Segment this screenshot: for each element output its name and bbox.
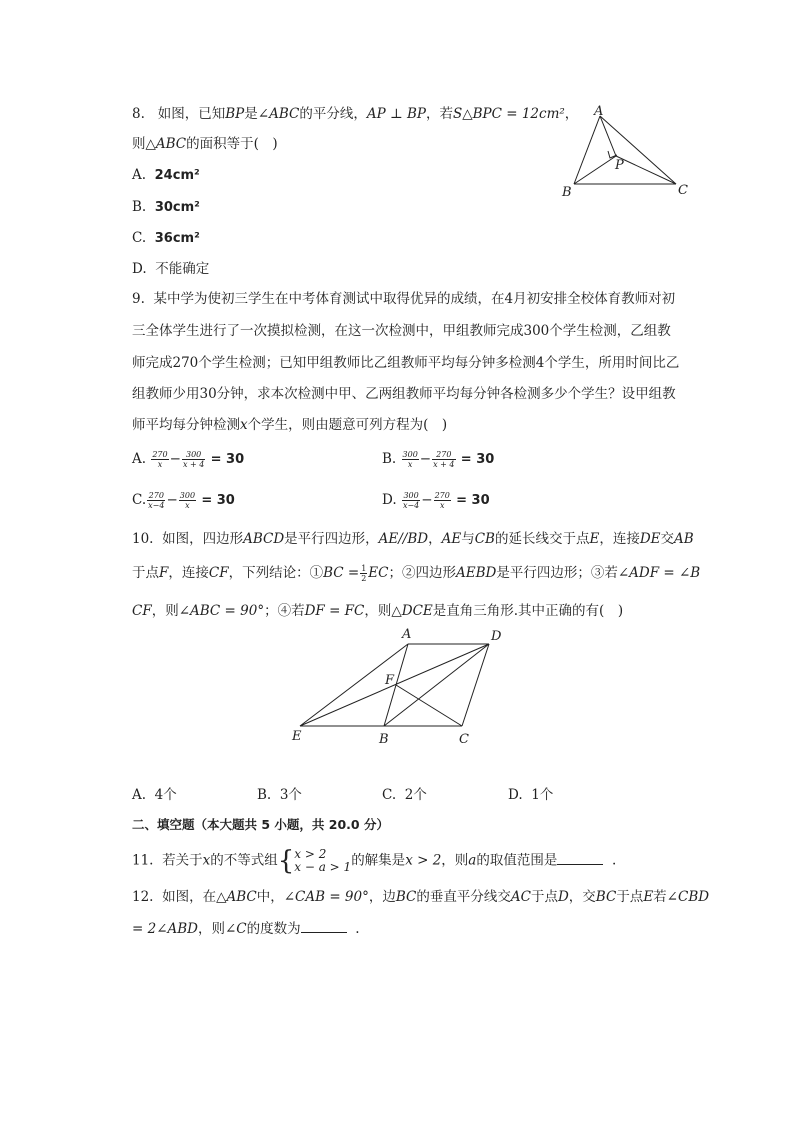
q11-math: x xyxy=(202,852,211,869)
segment-ed xyxy=(300,644,489,726)
option-value: 36cm² xyxy=(154,231,200,246)
rhs: = 30 xyxy=(201,493,235,508)
q12-text: 于点 xyxy=(530,889,558,905)
q9-line-4 xyxy=(132,384,676,404)
option-value: 30cm² xyxy=(154,200,200,215)
label-b: B xyxy=(562,185,572,200)
q10-text: ，连接 xyxy=(168,565,209,581)
inequality-system xyxy=(294,848,351,874)
inequality-1: x > 2 xyxy=(294,847,327,861)
numerator: 270 xyxy=(434,491,450,500)
label-b: B xyxy=(379,732,389,747)
q10-text: ，则 xyxy=(151,603,179,619)
segment-ap xyxy=(600,116,616,156)
q10-text: 是平行四边形， xyxy=(284,531,379,547)
rhs: = 30 xyxy=(210,452,245,467)
q8-text: ， xyxy=(564,106,579,122)
label-a: A xyxy=(402,627,412,642)
option-label: C. xyxy=(132,230,147,246)
q10-option-c xyxy=(382,785,427,805)
q11-text: 的不等式组 xyxy=(210,852,278,869)
q10-math: △DCE xyxy=(391,603,433,619)
q10-number: 10. xyxy=(132,531,154,547)
numerator: 300 xyxy=(402,450,418,459)
q9-option-c: C. $\frac{270}{x-4}$ − $\frac{300}{x}$ = 30 xyxy=(132,491,235,510)
q8-number: 8. xyxy=(132,106,145,122)
q10-math: AEBD xyxy=(455,565,497,581)
q12-text: 中， xyxy=(256,889,284,905)
q10-text: 与 xyxy=(461,531,475,547)
q9-option-b: B. $\frac{300}{x}$ − $\frac{270}{x + 4}$ = 30 xyxy=(382,450,495,469)
option-label: C. xyxy=(382,787,397,803)
rhs: = 30 xyxy=(456,493,490,508)
q9-var-x: x xyxy=(240,417,248,433)
q12-line-2 xyxy=(132,919,360,939)
q9-text: 组教师少用30分钟，求本次检测中甲、乙两组教师平均每分钟各检测多少个学生？设甲组教 xyxy=(132,386,676,402)
numerator: 270 xyxy=(152,450,168,459)
q10-math: CF xyxy=(132,603,152,619)
answer-blank[interactable] xyxy=(557,851,603,865)
label-c: C xyxy=(459,732,469,747)
option-value: 不能确定 xyxy=(155,261,210,277)
q8-triangle-figure xyxy=(556,102,696,202)
segment-ac xyxy=(600,116,676,184)
q12-text: . xyxy=(355,921,360,937)
option-value: 24cm² xyxy=(154,168,200,183)
denominator: x xyxy=(439,501,445,510)
fraction xyxy=(402,491,420,510)
denominator: x xyxy=(157,460,163,469)
q8-line-1 xyxy=(132,104,578,124)
option-label: D. xyxy=(508,787,523,803)
q12-math: ∠CAB = 90° xyxy=(283,889,369,905)
q10-text: 如图，四边形 xyxy=(162,531,244,547)
option-label: B. xyxy=(132,199,147,215)
q10-math: F xyxy=(159,565,169,581)
fraction xyxy=(151,450,168,469)
q8-text: 的面积等于( ) xyxy=(186,136,278,152)
segment-pc xyxy=(616,156,676,184)
option-value: 3个 xyxy=(279,787,302,803)
option-label: A. xyxy=(132,167,147,183)
q8-text: ，若 xyxy=(425,106,453,122)
q12-text: 的度数为 xyxy=(246,921,301,937)
q10-text: 的延长线交于点 xyxy=(494,531,590,547)
q10-math: ∠ADF = ∠B xyxy=(617,565,701,581)
q10-text: ，连接 xyxy=(599,531,640,547)
q9-text: 个学生，则由题意可列方程为( ) xyxy=(247,417,448,433)
answer-blank[interactable] xyxy=(301,919,347,933)
q8-line-2 xyxy=(132,134,278,154)
numerator: 300 xyxy=(403,491,419,500)
q10-option-d xyxy=(508,785,553,805)
q10-line-3 xyxy=(132,601,623,621)
q10-text: ；②四边形 xyxy=(388,565,456,581)
q10-text: 是平行四边形；③若 xyxy=(496,565,618,581)
segment-ab xyxy=(574,116,600,184)
inequality-2: x − a > 1 xyxy=(294,860,352,874)
q10-math: ABCD xyxy=(243,531,285,547)
q8-option-c xyxy=(132,228,200,249)
q12-text: 于点 xyxy=(616,889,644,905)
option-value: 2个 xyxy=(404,787,427,803)
q8-option-a xyxy=(132,165,200,186)
q8-math: ∠ABC xyxy=(257,106,300,122)
q12-number: 12. xyxy=(132,889,154,905)
q12-text: ，边 xyxy=(368,889,396,905)
q12-math: △ABC xyxy=(216,889,257,905)
q12-math: D xyxy=(557,889,569,905)
q10-option-a xyxy=(132,785,177,805)
q10-option-b xyxy=(257,785,302,805)
denominator: x + 4 xyxy=(433,460,455,469)
numerator: 270 xyxy=(432,450,455,460)
q10-text: 是直角三角形.其中正确的有( ) xyxy=(432,603,624,619)
q8-option-b xyxy=(132,197,200,218)
q10-math: E xyxy=(589,531,600,547)
label-f: F xyxy=(385,673,395,688)
label-d: D xyxy=(491,629,502,644)
numerator: 1 xyxy=(361,564,367,573)
numerator: 300 xyxy=(179,491,196,500)
denominator: 2 xyxy=(361,574,367,583)
option-value: 1个 xyxy=(531,787,554,803)
q9-text: 师完成270个学生检测；已知甲组教师比乙组教师平均每分钟多检测4个学生，所用时间比乙 xyxy=(132,355,680,371)
option-label: B. xyxy=(382,451,397,467)
q9-line-5 xyxy=(132,415,447,435)
q11-text: 的解集是 xyxy=(351,852,406,869)
q10-math: CF xyxy=(208,565,229,581)
q8-math: AP ⊥ BP xyxy=(366,106,426,122)
q12-math: = 2∠ABD xyxy=(132,921,198,937)
q12-text: 的垂直平分线交 xyxy=(416,889,511,905)
q9-line-3 xyxy=(132,353,679,373)
option-label: A. xyxy=(132,451,147,467)
fraction xyxy=(402,450,419,469)
q8-math: △ABC xyxy=(145,136,187,152)
q10-parallelogram-figure xyxy=(282,622,512,752)
q12-math: ∠C xyxy=(225,921,247,937)
denominator: x−4 xyxy=(402,501,420,510)
q11-number: 11. xyxy=(132,852,154,869)
rhs: = 30 xyxy=(460,452,495,467)
q10-math: ∠ABC = 90° xyxy=(178,603,265,619)
fraction xyxy=(147,491,165,510)
label-a: A xyxy=(594,104,604,119)
q11-text: 的取值范围是 xyxy=(476,852,558,869)
fraction xyxy=(432,450,455,469)
q8-area-expr: S△BPC = 12cm² xyxy=(452,106,565,122)
q12-text: ，交 xyxy=(568,889,596,905)
q12-math: BC xyxy=(595,889,617,905)
brace-glyph: { xyxy=(277,846,295,876)
option-label: D. xyxy=(382,492,397,508)
q10-text: 交 xyxy=(660,531,675,547)
fraction xyxy=(360,564,367,583)
denominator: x xyxy=(185,501,190,510)
q12-text: 如图，在 xyxy=(162,889,217,905)
q9-line-1 xyxy=(132,289,675,309)
q10-math: AE xyxy=(441,531,462,547)
q11-text: . xyxy=(611,852,617,869)
q12-math: BC xyxy=(395,889,417,905)
q11-text: 若关于 xyxy=(162,852,203,869)
q12-text: ，则 xyxy=(198,921,225,937)
fraction xyxy=(434,491,451,510)
q10-math: EC xyxy=(368,565,389,581)
q9-option-d: D. $\frac{300}{x-4}$ − $\frac{270}{x}$ = 30 xyxy=(382,491,490,510)
segment-bp xyxy=(574,156,616,184)
q10-math: DE xyxy=(639,531,661,547)
label-p: P xyxy=(615,158,624,173)
q8-text: 则 xyxy=(132,136,146,152)
label-e: E xyxy=(292,729,302,744)
q11-math: x > 2 xyxy=(405,852,442,869)
q10-math: AB xyxy=(674,531,694,547)
label-c: C xyxy=(678,183,688,198)
q12-math: AC xyxy=(510,889,531,905)
segment-dc xyxy=(462,644,489,726)
q9-text: 三全体学生进行了一次摸拟检测，在这一次检测中，甲组教师完成300个学生检测，乙组教 xyxy=(132,323,671,339)
q8-math: BP xyxy=(225,106,245,122)
q10-line-2 xyxy=(132,563,700,583)
q10-text: ，下列结论：① xyxy=(228,565,324,581)
denominator: x−4 xyxy=(148,501,165,510)
q12-math: E xyxy=(643,889,654,905)
q10-math: BC = xyxy=(323,565,360,581)
q12-text: 若 xyxy=(653,889,667,905)
option-label: D. xyxy=(132,261,147,277)
segment-bd xyxy=(384,644,489,726)
q9-text: 某中学为使初三学生在中考体育测试中取得优异的成绩，在4月初安排全校体育教师对初 xyxy=(153,291,676,307)
q9-text: 师平均每分钟检测 xyxy=(132,417,240,433)
q10-line-1 xyxy=(132,529,694,549)
option-label: C. xyxy=(132,492,147,508)
q10-text: ；④若 xyxy=(264,603,305,619)
q8-text: 如图，已知 xyxy=(157,106,226,122)
numerator: 300 xyxy=(182,450,205,460)
q9-option-a: A. $\frac{270}{x}$ − $\frac{300}{x + 4}$ = 30 xyxy=(132,450,245,469)
numerator: 270 xyxy=(148,491,164,500)
q10-text: 于点 xyxy=(132,565,159,581)
denominator: x xyxy=(407,460,413,469)
q11-text: ，则 xyxy=(441,852,469,869)
q8-text: 是 xyxy=(244,106,258,122)
q11-line xyxy=(132,848,616,874)
fraction xyxy=(182,450,205,469)
q9-line-2 xyxy=(132,321,671,341)
q12-line-1 xyxy=(132,887,709,907)
q8-option-d xyxy=(132,259,209,279)
q10-math: AE//BD xyxy=(378,531,429,547)
q10-text: ， xyxy=(428,531,442,547)
q8-text: 的平分线， xyxy=(299,106,367,122)
denominator: x + 4 xyxy=(182,460,205,469)
q11-math: a xyxy=(468,852,477,869)
q12-math: ∠CBD xyxy=(666,889,710,905)
option-value: 4个 xyxy=(154,787,177,803)
section-heading: 二、填空题（本大题共 5 小题，共 20.0 分） xyxy=(132,817,389,832)
option-label: A. xyxy=(132,787,147,803)
q10-math: CB xyxy=(474,531,495,547)
q10-math: DF = FC xyxy=(304,603,365,619)
q9-number: 9. xyxy=(132,291,145,307)
option-label: B. xyxy=(257,787,272,803)
fraction xyxy=(179,491,196,510)
q10-text: ，则 xyxy=(364,603,392,619)
